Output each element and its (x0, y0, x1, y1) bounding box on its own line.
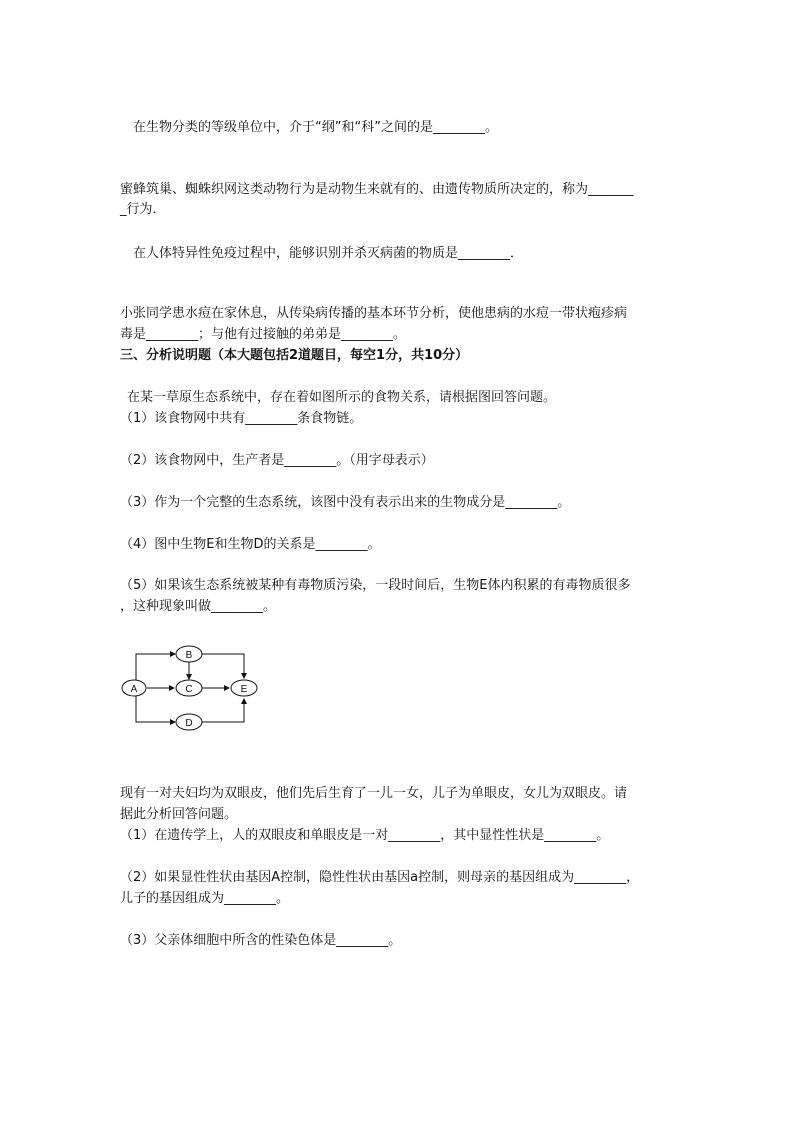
section-heading: 三、分析说明题（本大题包括2道题目，每空1分，共10分） (120, 348, 469, 363)
question-chickenpox-line1: 小张同学患水痘在家休息，从传染病传播的基本环节分析，使他患病的水痘一带状疱疹病 (120, 306, 628, 321)
food-web-diagram (118, 642, 268, 742)
question-innate-behavior-line2: _行为． (120, 202, 166, 217)
arrow-b-to-e (202, 654, 244, 678)
node-c-label: C (185, 684, 193, 695)
ecosystem-q3: （3）作为一个完整的生态系统，该图中没有表示出来的生物成分是________。 (120, 495, 571, 510)
ecosystem-q5-line2: ，这种现象叫做________。 (120, 599, 277, 614)
genetics-q1: （1）在遗传学上，人的双眼皮和单眼皮是一对________，其中显性性状是________。 (120, 828, 610, 843)
ecosystem-q4: （4）图中生物E和生物D的关系是________。 (120, 537, 381, 552)
arrow-a-to-d (136, 696, 175, 722)
ecosystem-intro: 在某一草原生态系统中，存在着如图所示的食物关系，请根据图回答问题。 (127, 390, 557, 405)
question-innate-behavior-line1: 蜜蜂筑巢、蜘蛛织网这类动物行为是动物生来就有的、由遗传物质所决定的，称为_______ (120, 182, 634, 197)
question-immunity: 在人体特异性免疫过程中，能够识别并杀灭病菌的物质是________． (133, 246, 524, 261)
genetics-intro-line2: 据此分析回答问题。 (120, 807, 238, 822)
ecosystem-q1: （1）该食物网中共有________条食物链。 (120, 411, 363, 426)
genetics-q2-line2: 儿子的基因组成为________。 (120, 891, 290, 906)
ecosystem-q5-line1: （5）如果该生态系统被某种有毒物质污染，一段时间后，生物E体内积累的有毒物质很多 (120, 578, 631, 593)
arrow-d-to-e (202, 699, 244, 722)
ecosystem-q2: （2）该食物网中，生产者是________。（用字母表示） (120, 453, 434, 468)
genetics-q3: （3）父亲体细胞中所含的性染色体是________。 (120, 933, 402, 948)
genetics-intro-line1: 现有一对夫妇均为双眼皮，他们先后生育了一儿一女，儿子为单眼皮，女儿为双眼皮。请 (120, 786, 628, 801)
question-classification: 在生物分类的等级单位中，介于“纲”和“科”之间的是________。 (133, 120, 498, 135)
node-b-label: B (185, 650, 193, 661)
node-e-label: E (240, 684, 248, 695)
genetics-q2-line1: （2）如果显性性状由基因A控制，隐性性状由基因a控制，则母亲的基因组成为________， (120, 870, 640, 885)
question-chickenpox-line2: 毒是________；与他有过接触的弟弟是________。 (120, 327, 407, 342)
node-a-label: A (130, 684, 138, 695)
node-d-label: D (185, 718, 193, 729)
arrow-a-to-b (136, 654, 175, 682)
